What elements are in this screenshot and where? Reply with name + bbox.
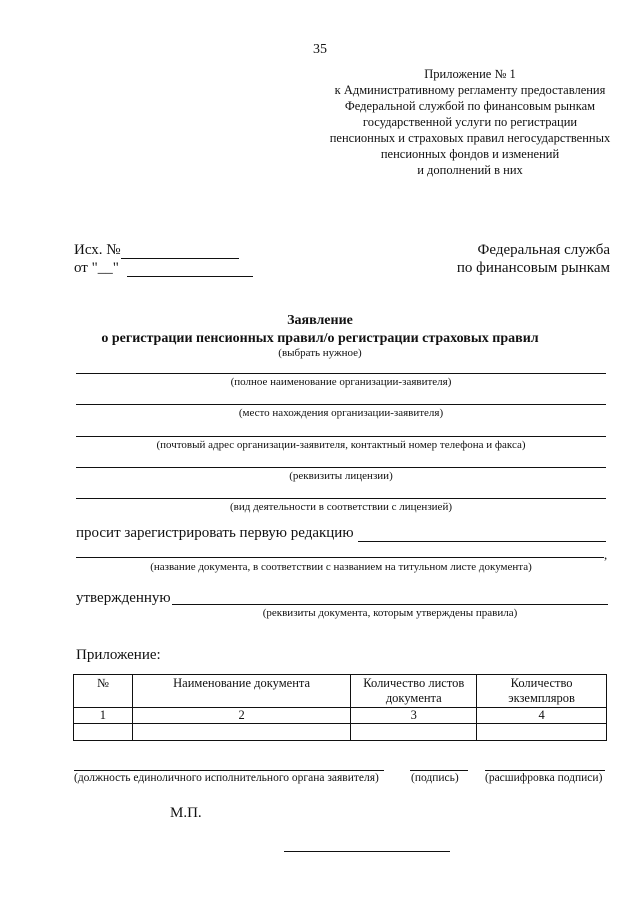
outgoing-block	[74, 241, 253, 277]
license-caption: (реквизиты лицензии)	[289, 470, 393, 482]
request-comma: ,	[604, 547, 608, 562]
postal-line	[76, 436, 606, 437]
table-empty-cell	[477, 724, 607, 741]
appendix-line: и дополнений в них	[417, 163, 523, 177]
activity-caption: (вид деятельности в соответствии с лицензией)	[230, 501, 452, 513]
table-header-cell: №	[74, 675, 133, 708]
page-number: 35	[313, 42, 327, 57]
recipient-block	[457, 241, 610, 277]
decode-signature-line	[485, 770, 605, 771]
approved-text: утвержденную	[76, 590, 171, 606]
request-inline-line	[358, 541, 606, 542]
table-empty-cell	[132, 724, 351, 741]
outgoing-number-label: Исх. №	[74, 242, 121, 258]
attachment-label: Приложение:	[76, 647, 161, 663]
table-header-cell: Количество экземпляров	[477, 675, 607, 708]
table-number-cell: 4	[477, 708, 607, 724]
document-subtitle: о регистрации пенсионных правил/о регистрации страховых правил	[101, 331, 539, 346]
table-row	[74, 724, 607, 741]
appendix-line: государственной услуги по регистрации	[362, 115, 578, 129]
table-empty-cell	[74, 724, 133, 741]
bottom-rule	[284, 851, 450, 852]
approved-line	[172, 604, 608, 605]
postal-caption: (почтовый адрес организации-заявителя, контактный номер телефона и факса)	[156, 439, 526, 451]
appendix-line: пенсионных фондов и изменений	[380, 147, 560, 161]
sign-signature-line	[410, 770, 468, 771]
appendix-header	[300, 66, 640, 178]
outgoing-number-line	[121, 245, 239, 259]
document-title: Заявление	[287, 313, 353, 328]
appendix-line: пенсионных и страховых правил негосударственных	[329, 131, 611, 145]
license-line	[76, 467, 606, 468]
org-name-line	[76, 373, 606, 374]
table-row	[74, 708, 607, 724]
table-header-cell: Наименование документа	[132, 675, 351, 708]
approved-caption: (реквизиты документа, которым утверждены правила)	[262, 607, 518, 619]
outgoing-date-label: от "__"	[74, 260, 119, 276]
stamp-place: М.П.	[170, 805, 202, 821]
org-name-caption: (полное наименование организации-заявителя)	[230, 376, 452, 388]
table-number-cell: 3	[351, 708, 477, 724]
appendix-line: Приложение № 1	[424, 67, 516, 81]
request-second-line	[76, 557, 604, 558]
outgoing-date-line	[127, 263, 253, 277]
table-number-cell: 1	[74, 708, 133, 724]
recipient-line: Федеральная служба	[477, 242, 610, 258]
request-text: просит зарегистрировать первую редакцию	[76, 525, 354, 541]
table-header-row	[74, 675, 607, 708]
sign-caption: (подпись)	[411, 772, 459, 784]
table-number-cell: 2	[132, 708, 351, 724]
document-hint: (выбрать нужное)	[278, 347, 362, 359]
decode-caption: (расшифровка подписи)	[485, 772, 603, 784]
attachment-table	[73, 674, 607, 741]
appendix-line: Федеральной службой по финансовым рынкам	[344, 99, 596, 113]
table-empty-cell	[351, 724, 477, 741]
appendix-line: к Административному регламенту предоставления	[334, 83, 606, 97]
location-line	[76, 404, 606, 405]
recipient-line: по финансовым рынкам	[456, 260, 610, 276]
table-header-cell: Количество листов документа	[351, 675, 477, 708]
position-caption: (должность единоличного исполнительного органа заявителя)	[74, 772, 379, 784]
activity-line	[76, 498, 606, 499]
request-caption: (название документа, в соответствии с названием на титульном листе документа)	[150, 561, 532, 573]
position-signature-line	[74, 770, 384, 771]
location-caption: (место нахождения организации-заявителя)	[238, 407, 444, 419]
